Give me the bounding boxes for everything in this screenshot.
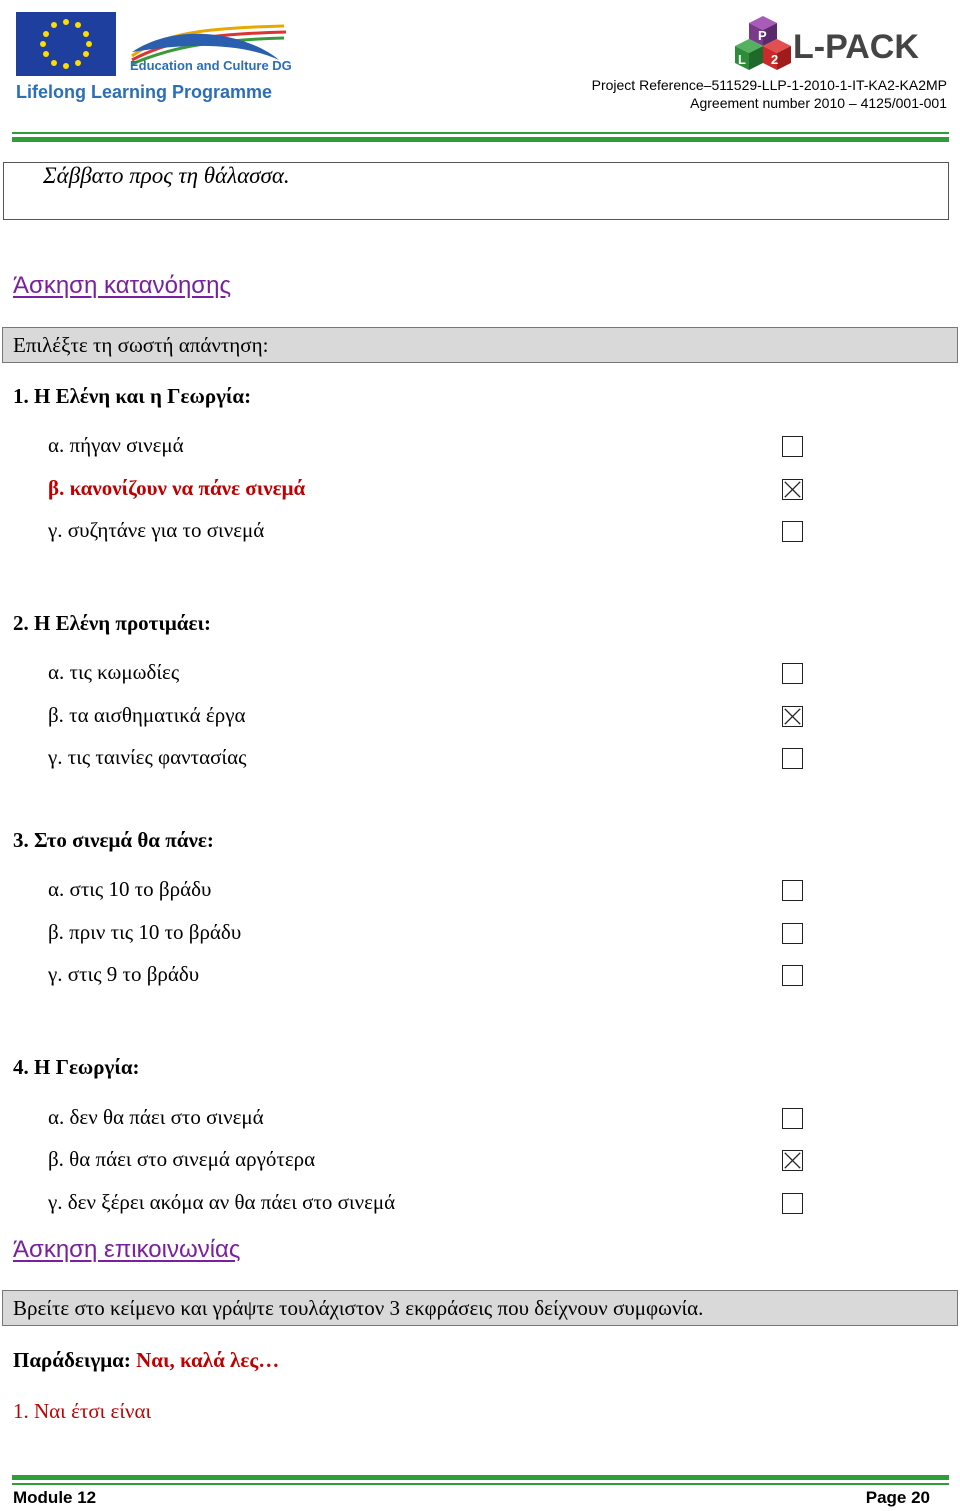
question-2: 2. Η Ελένη προτιμάει: [13,611,211,635]
comprehension-instruction: Επιλέξτε τη σωστή απάντηση: [2,327,958,363]
sentence-text: Σάββατο προς τη θάλασσα. [43,163,290,188]
footer-page-number: Page 20 [865,1488,930,1507]
answer-1: 1. Ναι έτσι είναι [13,1399,152,1423]
q1-checkbox-a[interactable] [782,436,803,457]
communication-title: Άσκηση επικοινωνίας [13,1236,241,1263]
q3-option-c: γ. στις 9 το βράδυ [48,962,200,986]
q4-checkbox-a[interactable] [782,1108,803,1129]
cube-letter-2: 2 [771,52,779,67]
lpack-logo [733,14,933,76]
q3-checkbox-c[interactable] [782,965,803,986]
q4-option-a: α. δεν θα πάει στο σινεμά [48,1105,264,1129]
q4-checkbox-c[interactable] [782,1193,803,1214]
header-divider [12,132,949,134]
q2-option-a: α. τις κωμωδίες [48,660,180,684]
footer-module: Module 12 [13,1488,97,1507]
question-3: 3. Στο σινεμά θα πάνε: [13,828,214,852]
footer-divider-thick [12,1475,949,1480]
agreement-number: Agreement number 2010 – 4125/001-001 [690,95,947,111]
q4-checkbox-b[interactable] [782,1150,803,1171]
example-answer: Ναι, καλά λες… [136,1348,280,1372]
q1-option-c: γ. συζητάνε για το σινεμά [48,518,265,542]
eu-lifelong-learning-logo [14,8,294,108]
q1-checkbox-c[interactable] [782,521,803,542]
q2-checkbox-c[interactable] [782,748,803,769]
q3-checkbox-a[interactable] [782,880,803,901]
q2-checkbox-b[interactable] [782,706,803,727]
program-text: Lifelong Learning Programme [16,82,273,102]
header-divider-thick [12,137,949,142]
cube-letter-p: P [758,28,767,43]
question-1: 1. Η Ελένη και η Γεωργία: [13,384,252,408]
project-reference: Project Reference–511529-LLP-1-2010-1-IT-KA2-KA2MP [591,77,947,93]
q3-option-a: α. στις 10 το βράδυ [48,877,212,901]
communication-instruction: Βρείτε στο κείμενο και γράψτε τουλάχιστον 3 εκφράσεις που δείχνουν συμφωνία. [2,1290,958,1326]
q3-option-b: β. πριν τις 10 το βράδυ [48,920,242,944]
question-4: 4. Η Γεωργία: [13,1055,140,1079]
q2-checkbox-a[interactable] [782,663,803,684]
q3-checkbox-b[interactable] [782,923,803,944]
example-line [13,1348,279,1373]
dg-text: Education and Culture DG [130,58,292,73]
q1-option-b: β. κανονίζουν να πάνε σινεμά [48,476,306,500]
q1-checkbox-b[interactable] [782,479,803,500]
lpack-text: L-PACK [793,28,919,66]
example-label: Παράδειγμα: [13,1348,137,1372]
comprehension-title: Άσκηση κατανόησης [13,272,232,299]
q4-option-b: β. θα πάει στο σινεμά αργότερα [48,1147,316,1171]
footer-divider [12,1483,949,1485]
q2-option-c: γ. τις ταινίες φαντασίας [48,745,247,769]
q4-option-c: γ. δεν ξέρει ακόμα αν θα πάει στο σινεμά [48,1190,396,1214]
q1-option-a: α. πήγαν σινεμά [48,433,184,457]
q2-option-b: β. τα αισθηματικά έργα [48,703,246,727]
cube-letter-l: L [738,52,746,67]
